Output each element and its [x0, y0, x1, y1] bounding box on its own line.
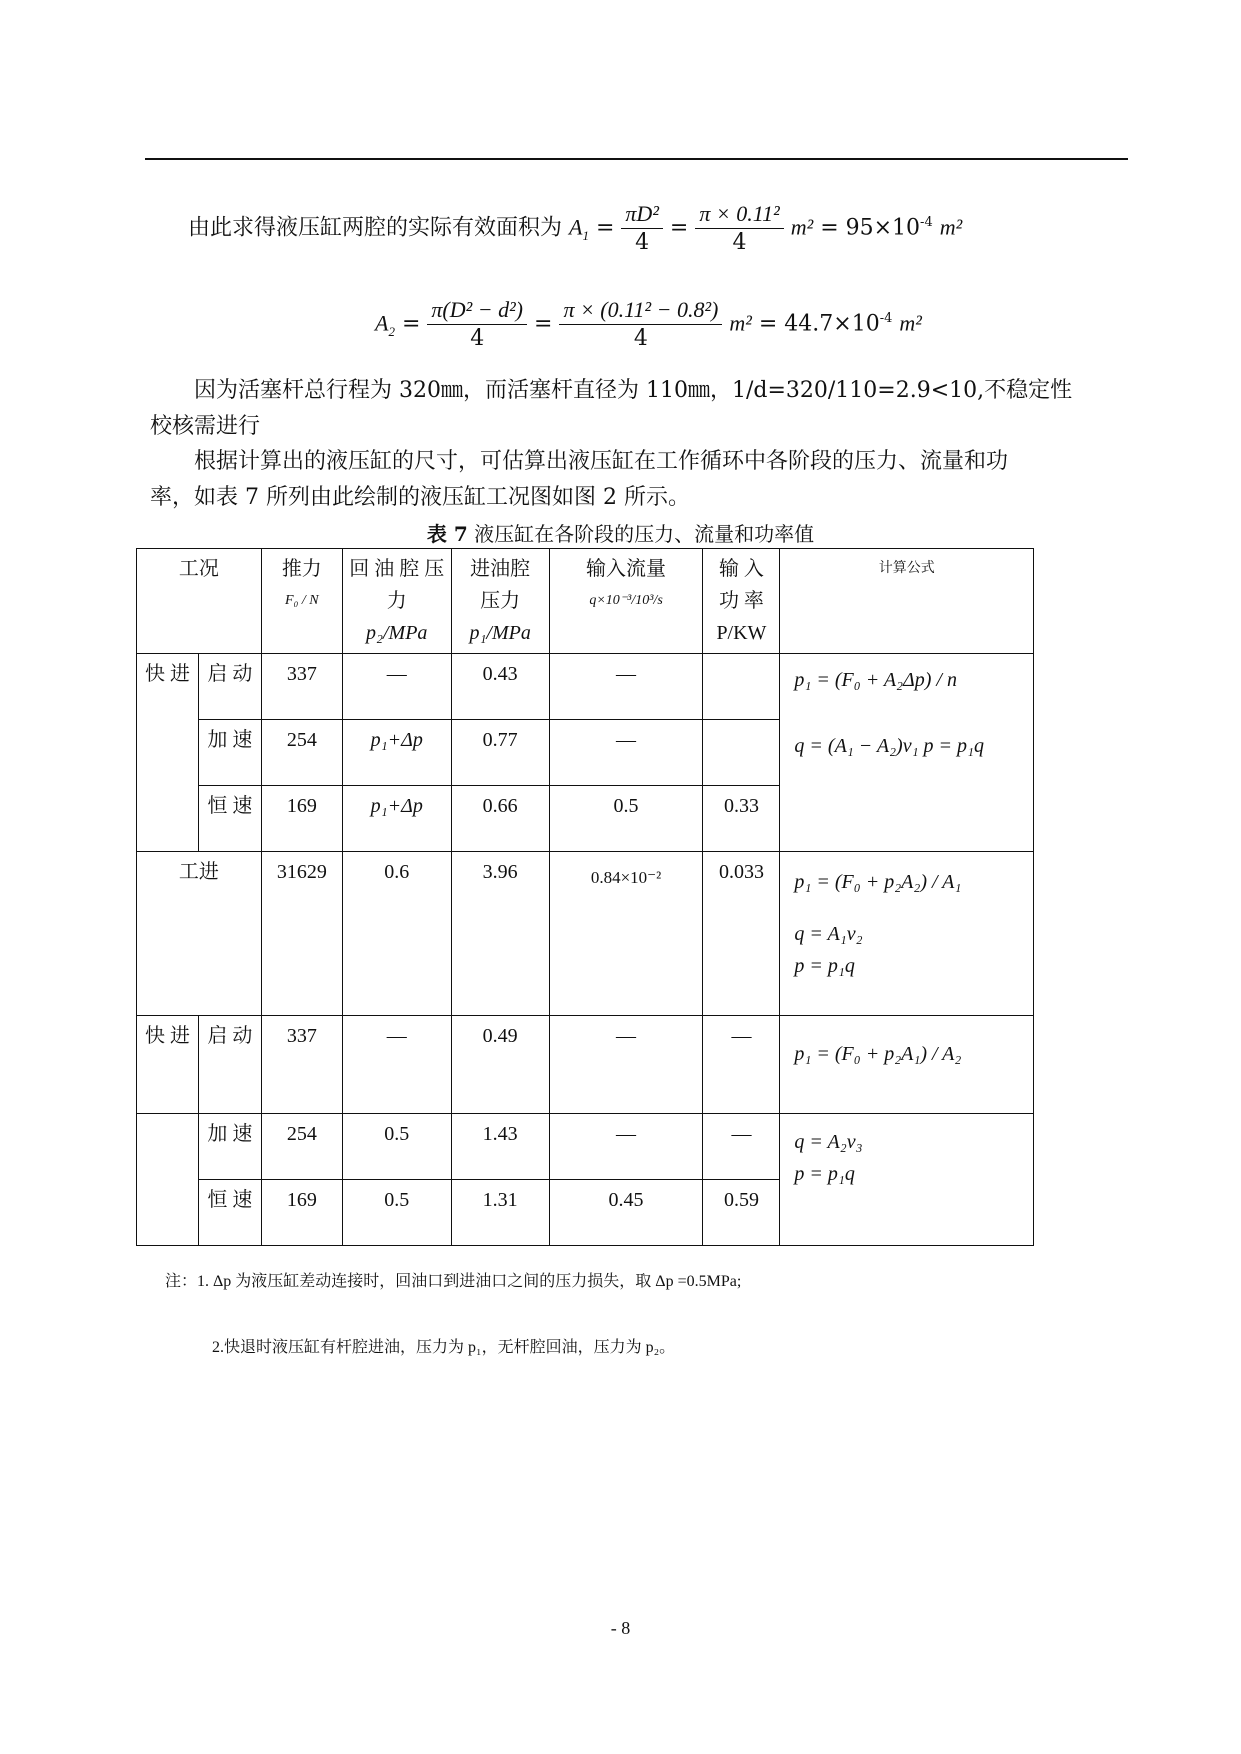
flow-cell: —	[549, 654, 703, 720]
a2-fraction-1	[427, 296, 527, 353]
header-formula: 计算公式	[780, 549, 1034, 654]
header-flow	[549, 549, 703, 654]
flow-cell: —	[549, 1114, 703, 1180]
formula-cell	[780, 852, 1034, 1016]
a2-result: 44.7×10	[784, 311, 880, 337]
power-cell: 0.59	[703, 1180, 780, 1246]
thrust-cell: 254	[261, 720, 342, 786]
phase-cell: 加 速	[198, 720, 261, 786]
paragraph-line: 根据计算出的液压缸的尺寸，可估算出液压缸在工作循环中各阶段的压力、流量和功	[194, 449, 1009, 474]
header-condition: 工况	[137, 549, 262, 654]
inlet-cell: 0.43	[451, 654, 549, 720]
flow-cell: 0.84×10⁻²	[549, 852, 703, 1016]
a2-symbol-sub: 2	[388, 323, 395, 339]
table-header-row	[137, 549, 1034, 654]
a2-f2-num: π × (0.11² − 0.8²)	[559, 296, 722, 325]
equals-sign: =	[669, 215, 689, 241]
header-return-unit: p₂/MPa	[366, 622, 428, 644]
header-power-label: 输 入 功 率	[718, 558, 764, 612]
thrust-cell: 31629	[261, 852, 342, 1016]
phase-cell: 启 动	[198, 1016, 261, 1114]
formula-text: q = A₁v₂	[794, 923, 863, 945]
equals-sign: =	[758, 311, 778, 337]
header-rule	[145, 158, 1128, 160]
paragraph-stability	[150, 373, 1128, 445]
a1-unit: m²	[790, 214, 814, 240]
return-cell: —	[342, 1016, 451, 1114]
formula-cell	[780, 1114, 1034, 1246]
phase-cell: 恒 速	[198, 1180, 261, 1246]
thrust-cell: 254	[261, 1114, 342, 1180]
flow-cell: 0.5	[549, 786, 703, 852]
thrust-cell: 337	[261, 654, 342, 720]
table-row	[137, 1114, 1034, 1180]
group-label: 快 进	[137, 654, 199, 852]
header-inlet-pressure	[451, 549, 549, 654]
formula-text: q = A₂v₃	[794, 1131, 863, 1153]
a2-f1-num: π(D² − d²)	[427, 296, 527, 325]
header-power-unit: P/KW	[716, 622, 767, 644]
power-cell: —	[703, 1016, 780, 1114]
header-flow-unit: q×10⁻³/10³/s	[589, 593, 663, 608]
return-cell: p₁+Δp	[342, 720, 451, 786]
thrust-cell: 337	[261, 1016, 342, 1114]
a1-result-exp: -4	[920, 215, 933, 231]
a2-result-unit: m²	[899, 310, 922, 336]
formula-cell	[780, 654, 1034, 852]
formula-text: p₁ = (F₀ + A₂Δp) / n	[794, 669, 957, 691]
phase-cell: 恒 速	[198, 786, 261, 852]
inlet-cell: 1.31	[451, 1180, 549, 1246]
table-caption-text: 液压缸在各阶段的压力、流量和功率值	[474, 522, 815, 546]
table-row	[137, 654, 1034, 720]
return-cell: p₁+Δp	[342, 786, 451, 852]
header-return-label: 回 油 腔 压 力	[349, 558, 445, 612]
flow-cell: 0.45	[549, 1180, 703, 1246]
power-cell: 0.33	[703, 786, 780, 852]
table-note-2: 2.快退时液压缸有杆腔进油，压力为 p₁，无杆腔回油，压力为 p₂。	[212, 1339, 676, 1356]
header-inlet-unit: p₁/MPa	[469, 622, 531, 644]
a1-f1-den: 4	[635, 230, 650, 255]
return-cell: 0.6	[342, 852, 451, 1016]
flow-cell: —	[549, 1016, 703, 1114]
a1-symbol-sub: 1	[582, 227, 589, 243]
header-inlet-label: 进油腔 压力	[470, 558, 531, 612]
a1-fraction-1	[621, 200, 663, 257]
group-label: 快 进	[137, 1016, 199, 1114]
formula-text: p₁ = (F₀ + p₂A₁) / A₂	[794, 1043, 962, 1065]
a2-f1-den: 4	[470, 326, 485, 351]
equals-sign: =	[595, 215, 615, 241]
flow-cell: —	[549, 720, 703, 786]
formula-text: p₁ = (F₀ + p₂A₂) / A₁	[794, 871, 962, 893]
paragraph-line: 因为活塞杆总行程为 320㎜，而活塞杆直径为 110㎜，1/d=320/110=2.9<10,不稳定性	[194, 378, 1073, 403]
a2-f2-den: 4	[633, 326, 648, 351]
equals-sign: =	[534, 311, 553, 337]
power-cell	[703, 720, 780, 786]
header-thrust-unit: F₀ / N	[284, 593, 319, 608]
formula-a1	[188, 200, 962, 257]
thrust-cell: 169	[261, 786, 342, 852]
inlet-cell: 3.96	[451, 852, 549, 1016]
table-caption	[0, 518, 1241, 547]
a2-result-exp: -4	[879, 311, 893, 327]
return-cell: —	[342, 654, 451, 720]
header-return-pressure	[342, 549, 451, 654]
header-thrust	[261, 549, 342, 654]
formula-cell	[780, 1016, 1034, 1114]
thrust-cell: 169	[261, 1180, 342, 1246]
inlet-cell: 0.49	[451, 1016, 549, 1114]
return-cell: 0.5	[342, 1114, 451, 1180]
a1-f1-num: πD²	[621, 200, 663, 229]
paragraph-line: 率，如表 7 所列由此绘制的液压缸工况图如图 2 所示。	[150, 485, 690, 510]
group-label-empty	[137, 1114, 199, 1246]
formula-text: p = p₁q	[794, 1163, 855, 1185]
header-flow-label: 输入流量	[586, 558, 667, 580]
a2-symbol: A	[375, 310, 389, 336]
table-row	[137, 1016, 1034, 1114]
phase-cell: 启 动	[198, 654, 261, 720]
a2-fraction-2	[559, 296, 722, 353]
a1-f2-num: π × 0.11²	[695, 200, 783, 229]
inlet-cell: 1.43	[451, 1114, 549, 1180]
inlet-cell: 0.77	[451, 720, 549, 786]
page-number: - 8	[610, 1618, 631, 1638]
formula-a2	[375, 296, 922, 353]
equals-sign: =	[820, 215, 839, 241]
paragraph-line: 校核需进行	[150, 414, 261, 439]
group-label: 工进	[137, 852, 262, 1016]
table-note-1: 注：1. Δp 为液压缸差动连接时，回油口到进油口之间的压力损失，取 Δp =0.5MPa;	[165, 1273, 742, 1290]
power-cell: 0.033	[703, 852, 780, 1016]
header-power	[703, 549, 780, 654]
return-cell: 0.5	[342, 1180, 451, 1246]
a1-result: 95×10	[845, 215, 921, 241]
header-thrust-label: 推力	[281, 558, 322, 580]
formula-text: q = (A₁ − A₂)v₁ p = p₁q	[794, 735, 984, 757]
formula-a1-intro: 由此求得液压缸两腔的实际有效面积为	[188, 215, 563, 241]
power-cell: —	[703, 1114, 780, 1180]
a1-f2-den: 4	[732, 230, 747, 255]
formula-text: p = p₁q	[794, 955, 855, 977]
table-row	[137, 852, 1034, 1016]
paragraph-estimation	[150, 444, 1128, 516]
a2-unit: m²	[729, 310, 752, 336]
inlet-cell: 0.66	[451, 786, 549, 852]
a1-fraction-2	[695, 200, 783, 257]
phase-cell: 加 速	[198, 1114, 261, 1180]
power-cell	[703, 654, 780, 720]
a1-result-unit: m²	[939, 214, 963, 240]
table-caption-label: 表 7	[426, 522, 468, 546]
a1-symbol: A	[569, 214, 583, 240]
equals-sign: =	[401, 311, 421, 337]
table-7	[136, 548, 1034, 1246]
